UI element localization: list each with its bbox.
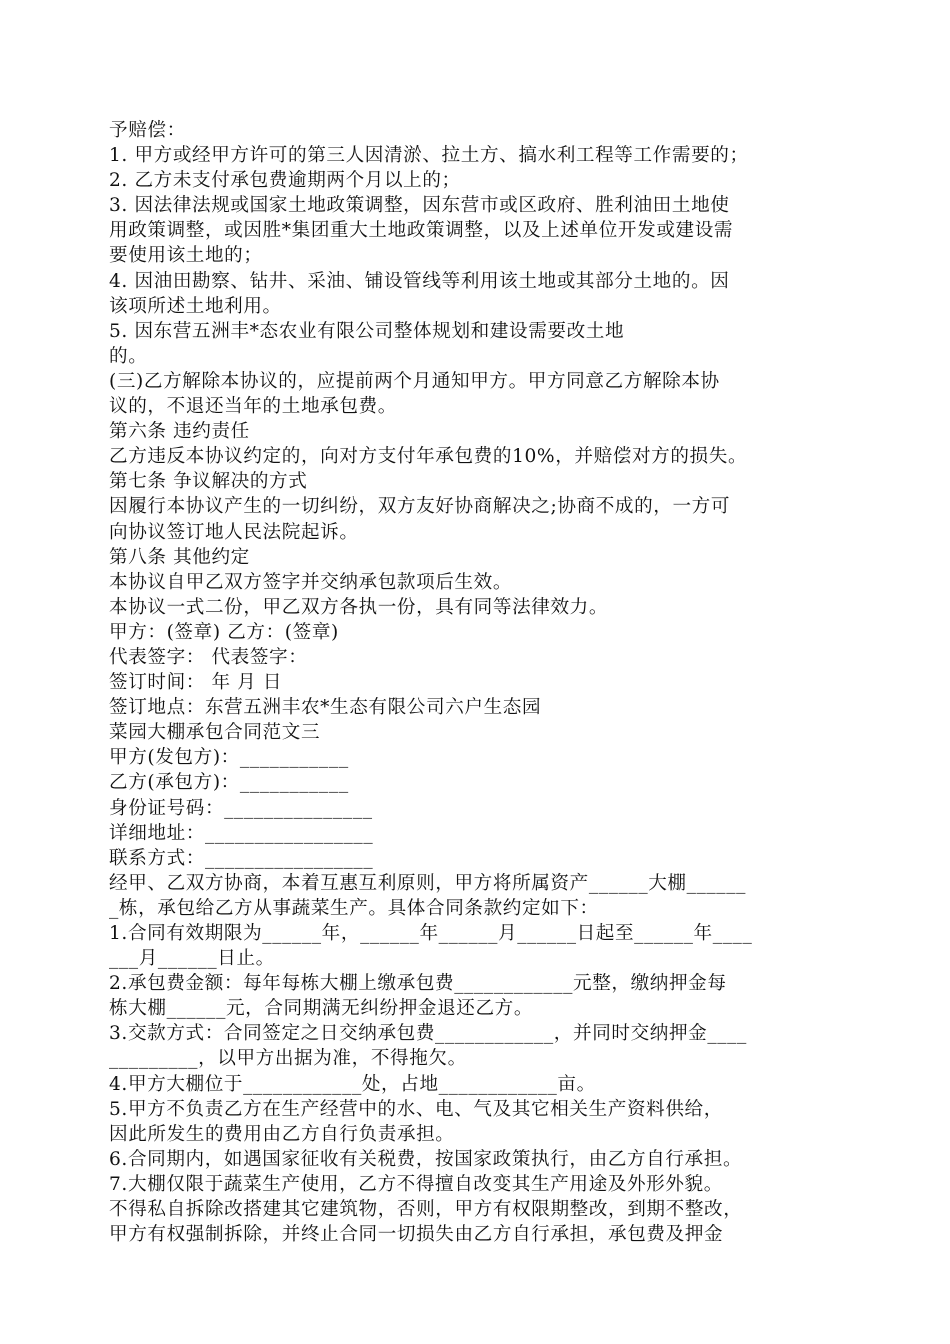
text-line: 因此所发生的费用由乙方自行负责承担。	[109, 1123, 455, 1145]
form-field-line: 甲方(发包方)：___________	[109, 747, 349, 769]
text-line: _栋，承包给乙方从事蔬菜生产。具体合同条款约定如下：	[109, 897, 599, 919]
text-line: 该项所述土地利用。	[109, 295, 282, 317]
text-line: (三)乙方解除本协议的，应提前两个月通知甲方。甲方同意乙方解除本协	[109, 370, 720, 392]
text-line: 用政策调整，或因胜*集团重大土地政策调整，以及上述单位开发或建设需	[109, 220, 734, 242]
location-line: 签订地点：东营五洲丰农*生态有限公司六户生态园	[109, 697, 542, 719]
text-line: 2. 乙方未支付承包费逾期两个月以上的；	[109, 170, 461, 192]
text-line: 5. 因东营五洲丰*态农业有限公司整体规划和建设需要改土地	[109, 320, 625, 342]
text-line: 栋大棚______元，合同期满无纠纷押金退还乙方。	[109, 998, 534, 1020]
section-heading: 第七条 争议解决的方式	[109, 471, 308, 493]
text-line: 甲方有权强制拆除，并终止合同一切损失由乙方自行承担，承包费及押金	[109, 1224, 724, 1246]
text-line: ___月______日止。	[109, 948, 275, 970]
text-line: 4.甲方大棚位于____________处，占地____________亩。	[109, 1073, 596, 1095]
form-field-line: 详细地址：_________________	[109, 822, 374, 844]
text-line: 经甲、乙双方协商，本着互惠互利原则，甲方将所属资产______大棚______	[109, 872, 746, 894]
text-line: 因履行本协议产生的一切纠纷，双方友好协商解决之;协商不成的，一方可	[109, 496, 731, 518]
text-line: 向协议签订地人民法院起诉。	[109, 521, 359, 543]
text-line: 5.甲方不负责乙方在生产经营中的水、电、气及其它相关生产资料供给，	[109, 1098, 723, 1120]
document-title: 菜园大棚承包合同范文三	[109, 722, 321, 744]
section-heading: 第六条 违约责任	[109, 421, 250, 443]
section-heading: 第八条 其他约定	[109, 546, 250, 568]
text-line: 4. 因油田勘察、钻井、采油、铺设管线等利用该土地或其部分土地的。因	[109, 270, 730, 292]
text-line: 3.交款方式：合同签定之日交纳承包费____________，并同时交纳押金____	[109, 1023, 747, 1045]
text-line: 3. 因法律法规或国家土地政策调整，因东营市或区政府、胜利油田土地使	[109, 195, 730, 217]
text-line: 1.合同有效期限为______年，______年______月______日起至______年____	[109, 923, 753, 944]
text-line: 2.承包费金额：每年每栋大棚上缴承包费____________元整，缴纳押金每	[109, 973, 727, 995]
text-line: 议的，不退还当年的土地承包费。	[109, 396, 397, 418]
text-line: 1. 甲方或经甲方许可的第三人因清淤、拉土方、搞水利工程等工作需要的；	[109, 145, 749, 167]
text-line: 7.大棚仅限于蔬菜生产使用，乙方不得擅自改变其生产用途及外形外貌。	[109, 1173, 723, 1195]
document-body	[109, 118, 844, 1247]
text-line: 6.合同期内，如遇国家征收有关税费，按国家政策执行，由乙方自行承担。	[109, 1148, 743, 1170]
form-field-line: 联系方式：_________________	[109, 847, 374, 869]
signature-line: 甲方：(签章) 乙方：(签章)	[109, 621, 339, 643]
text-line: 予赔偿：	[109, 120, 186, 141]
text-line: _________，以甲方出据为准，不得拖欠。	[109, 1048, 467, 1070]
text-line: 的。	[109, 345, 148, 367]
text-line: 本协议一式二份，甲乙双方各执一份，具有同等法律效力。	[109, 596, 609, 618]
text-line: 不得私自拆除改搭建其它建筑物，否则，甲方有权限期整改，到期不整改，	[109, 1199, 743, 1221]
text-line: 要使用该土地的；	[109, 245, 263, 267]
form-field-line: 乙方(承包方)：___________	[109, 772, 349, 794]
form-field-line: 身份证号码：_______________	[109, 797, 373, 819]
signature-line: 代表签字： 代表签字：	[109, 646, 308, 668]
text-line: 本协议自甲乙双方签字并交纳承包款项后生效。	[109, 571, 513, 593]
text-line: 乙方违反本协议约定的，向对方支付年承包费的10%，并赔偿对方的损失。	[109, 446, 748, 468]
date-line: 签订时间： 年 月 日	[109, 672, 283, 694]
